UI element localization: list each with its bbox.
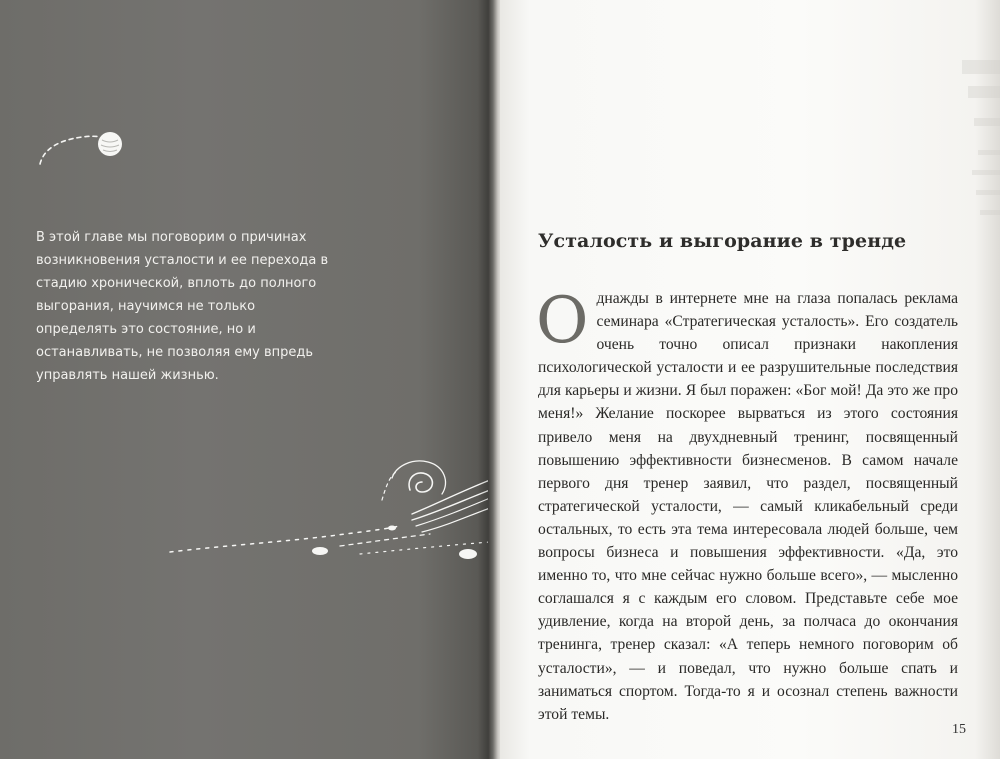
show-through-shadow xyxy=(954,40,1000,680)
chapter-intro-text: В этой главе мы поговорим о причинах возникновения усталости и ее перехода в стадию хронической, вплоть до полного выгорания, научимся не только определять это состояние, но и останавливать, не позволяя ему впредь управлять нашей жизнью. xyxy=(36,230,329,383)
wind-swirl-illustration xyxy=(160,450,492,580)
chapter-title: Усталость и выгорание в тренде xyxy=(538,230,907,252)
page-number: 15 xyxy=(952,722,966,737)
moon-icon xyxy=(30,118,140,178)
body-paragraph-text: днажды в интернете мне на глаза попалась реклама семинара «Стратегическая усталость». Его создатель очень точно описал признаки накопления психологической усталости и ее разрушительные последствия для карьеры и жизни. Я был поражен: «Бог мой! Да это же про меня!» Желание поскорее вырваться из этого состояния привело меня на двухдневный тренинг, посвященный повышению эффективности бизнесменов. В самом начале первого дня тренер заявил, что раздел, посвященный стратегической усталости, — самый кликабельный среди остальных, то есть эта тема интересовала людей больше, чем вопросы бизнеса и повышения эффективности. «Да, это именно то, что мне сейчас нужно больше всего», — мысленно соглашался я с каждым его словом. Представьте себе мое удивление, когда на второй день, за полчаса до окончания тренинга, тренер сказал: «А теперь немного поговорим об усталости», — и поведал, что нужно больше спать и заниматься спортом. Тогда-то я и осознал степень важности этой темы. xyxy=(538,290,958,723)
left-page xyxy=(0,0,492,759)
right-page xyxy=(500,0,1000,759)
body-paragraph xyxy=(536,284,958,726)
drop-cap: О xyxy=(536,284,589,358)
